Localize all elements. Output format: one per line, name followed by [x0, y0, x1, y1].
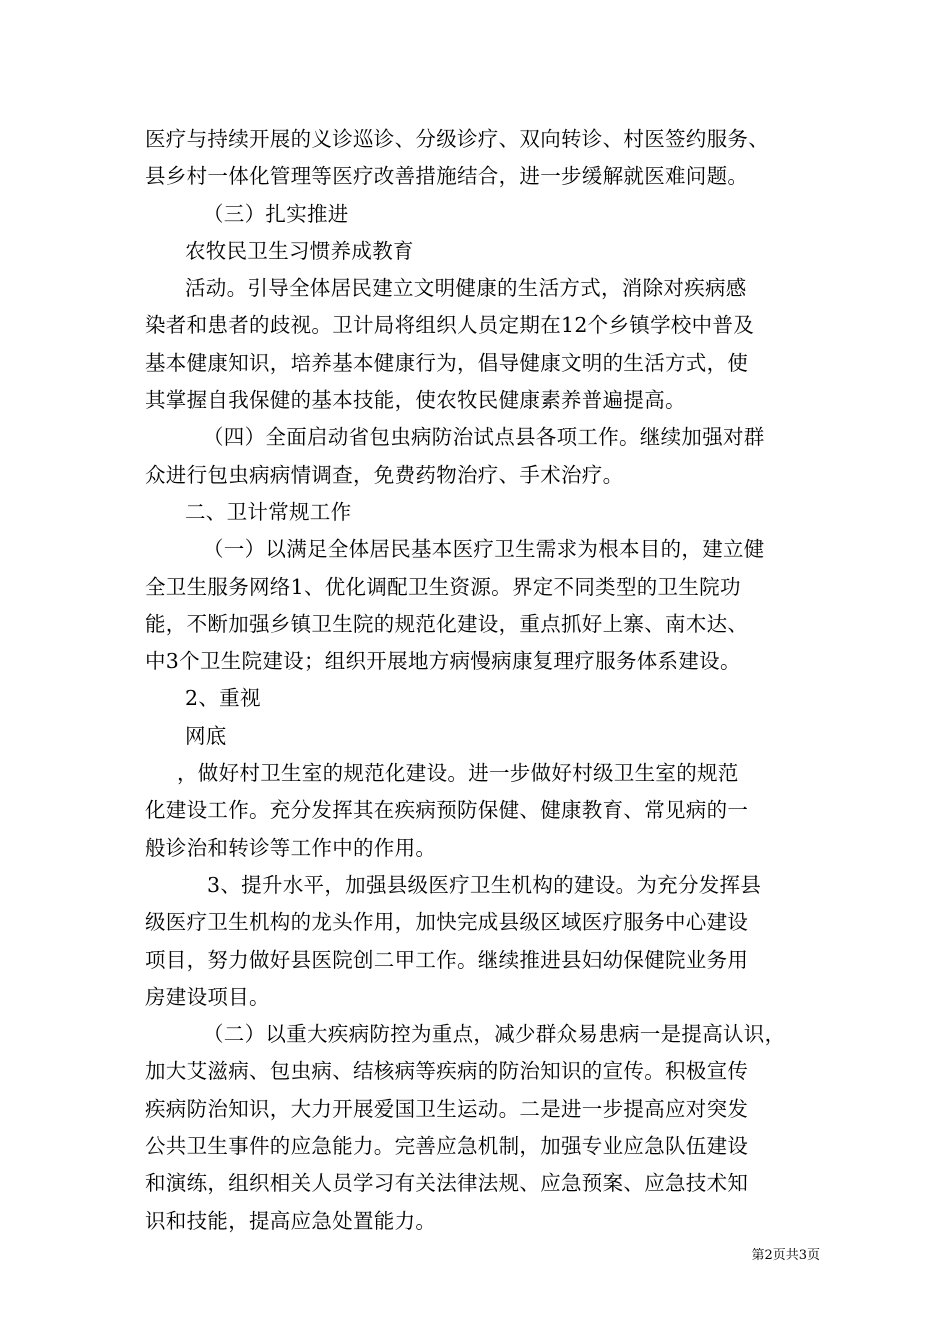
text-line: ，做好村卫生室的规范化建设。进一步做好村级卫生室的规范: [177, 761, 739, 786]
text-line: 房建设项目。: [145, 984, 270, 1009]
text-line: 般诊治和转诊等工作中的作用。: [145, 835, 437, 860]
text-line: 县乡村一体化管理等医疗改善措施结合，进一步缓解就医难问题。: [145, 164, 749, 189]
text-line: 级医疗卫生机构的龙头作用，加快完成县级区域医疗服务中心建设: [145, 910, 749, 935]
text-line: 农牧民卫生习惯养成教育: [185, 238, 414, 263]
text-line: 网底: [185, 723, 227, 748]
section-heading: 二、卫计常规工作: [185, 499, 352, 524]
text-line: 和演练，组织相关人员学习有关法律法规、应急预案、应急技术知: [145, 1171, 749, 1196]
text-line: 公共卫生事件的应急能力。完善应急机制，加强专业应急队伍建设: [145, 1134, 749, 1159]
text-line: 2、重视: [185, 686, 261, 711]
text-line: 众进行包虫病病情调查，免费药物治疗、手术治疗。: [145, 462, 624, 487]
text-line: 中3个卫生院建设；组织开展地方病慢病康复理疗服务体系建设。: [145, 649, 741, 674]
text-line: 化建设工作。充分发挥其在疾病预防保健、健康教育、常见病的一: [145, 798, 749, 823]
text-line: （一）以满足全体居民基本医疗卫生需求为根本目的，建立健: [203, 537, 765, 562]
text-line: 能，不断加强乡镇卫生院的规范化建设，重点抓好上寨、南木达、: [145, 611, 749, 636]
text-line: 项目，努力做好县医院创二甲工作。继续推进县妇幼保健院业务用: [145, 947, 749, 972]
text-line: 加大艾滋病、包虫病、结核病等疾病的防治知识的宣传。积极宣传: [145, 1059, 749, 1084]
text-line: 疾病防治知识，大力开展爱国卫生运动。二是进一步提高应对突发: [145, 1096, 749, 1121]
text-line: 其掌握自我保健的基本技能，使农牧民健康素养普遍提高。: [145, 388, 686, 413]
text-line: 识和技能，提高应急处置能力。: [145, 1208, 437, 1233]
text-line: 染者和患者的歧视。卫计局将组织人员定期在12个乡镇学校中普及: [145, 313, 755, 338]
text-line: 基本健康知识，培养基本健康行为，倡导健康文明的生活方式，使: [145, 350, 749, 375]
text-line: 3、提升水平，加强县级医疗卫生机构的建设。为充分发挥县: [207, 872, 762, 897]
page-footer: 第2页共3页: [751, 1248, 820, 1263]
text-line: （四）全面启动省包虫病防治试点县各项工作。继续加强对群: [203, 425, 765, 450]
text-line: 医疗与持续开展的义诊巡诊、分级诊疗、双向转诊、村医签约服务、: [145, 127, 769, 151]
text-line: 活动。引导全体居民建立文明健康的生活方式，消除对疾病感: [185, 276, 747, 301]
document-body: [145, 121, 820, 1240]
text-line: 全卫生服务网络1、优化调配卫生资源。界定不同类型的卫生院功: [145, 574, 741, 599]
text-line: （二）以重大疾病防控为重点，减少群众易患病一是提高认识，: [203, 1022, 786, 1047]
section-heading: （三）扎实推进: [203, 201, 349, 226]
